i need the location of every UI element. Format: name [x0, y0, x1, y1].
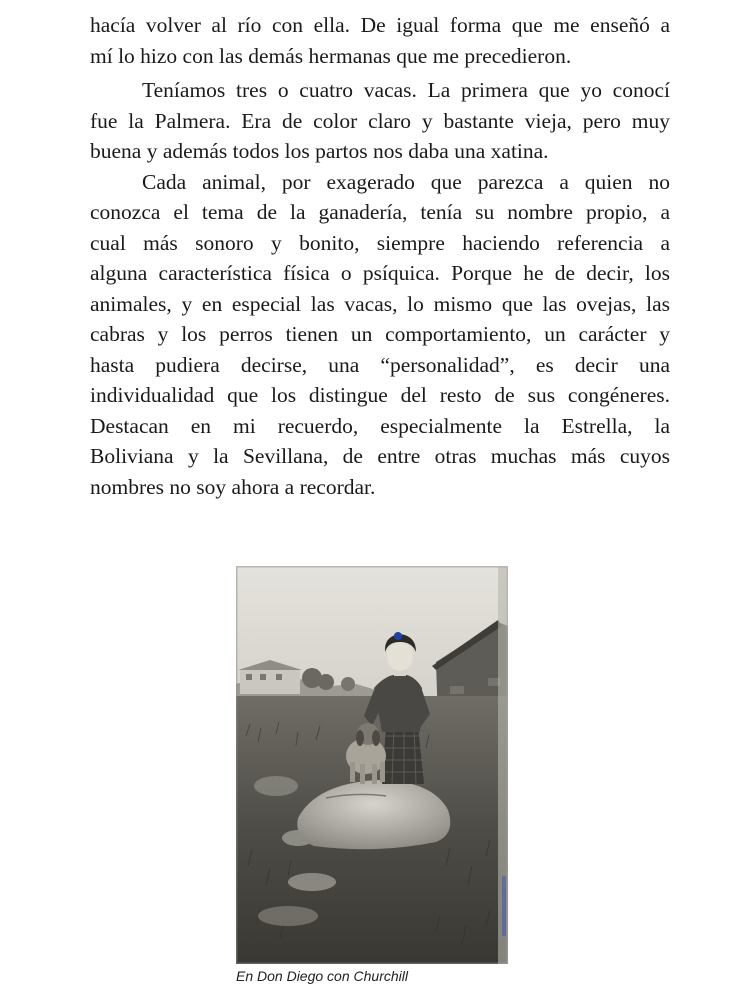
- text-line: mí lo hizo con las demás hermanas que me precedieron.: [90, 43, 572, 68]
- text-line: hasta pudiera decirse, una “personalidad”, es decir una: [90, 352, 670, 377]
- text-line: cabras y los perros tienen un comportamiento, un carácter y: [90, 322, 670, 346]
- text-line: cual más sonoro y bonito, siempre haciendo referencia a: [90, 230, 670, 255]
- photo-caption: En Don Diego con Churchill: [236, 968, 408, 984]
- photo-illustration: [236, 566, 508, 964]
- text-line: Teníamos tres o cuatro vacas. La primera que yo conocí: [142, 78, 670, 102]
- text-line: animales, y en especial las vacas, lo mismo que las ovejas, las: [90, 291, 670, 316]
- text-line: nombres no soy ahora a recordar.: [90, 474, 376, 499]
- text-line: hacía volver al río con ella. De igual forma que me enseñó a: [90, 13, 670, 37]
- text-line: buena y además todos los partos nos daba una xatina.: [90, 139, 549, 163]
- text-line: conozca el tema de la ganadería, tenía su nombre propio, a: [90, 200, 670, 224]
- text-line: individualidad que los distingue del resto de sus congéneres.: [90, 383, 670, 407]
- body-text: [90, 10, 670, 502]
- text-line: alguna característica física o psíquica. Porque he de decir, los: [90, 261, 670, 285]
- text-line: Destacan en mi recuerdo, especialmente la Estrella, la: [90, 413, 670, 438]
- text-line: fue la Palmera. Era de color claro y bastante vieja, pero muy: [90, 108, 670, 133]
- text-line: Boliviana y la Sevillana, de entre otras muchas más cuyos: [90, 444, 670, 468]
- text-line: Cada animal, por exagerado que parezca a quien no: [142, 169, 670, 194]
- vintage-photo: [236, 566, 508, 964]
